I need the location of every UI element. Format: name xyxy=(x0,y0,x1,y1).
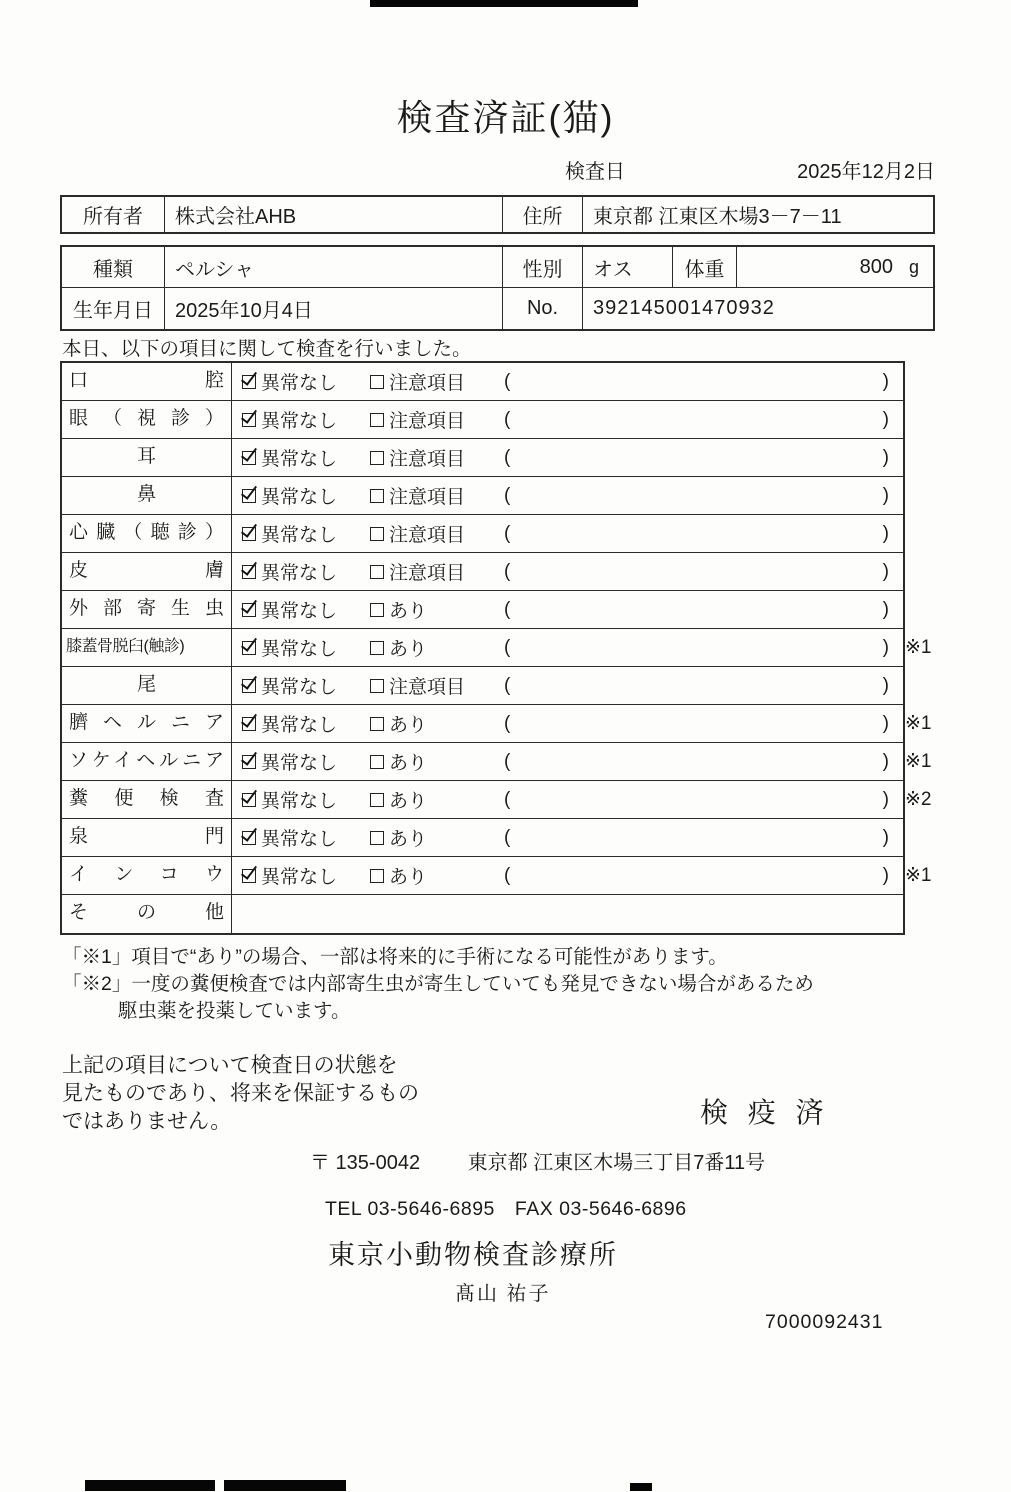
checked-checkbox-icon[interactable] xyxy=(242,641,256,655)
footer-address-row xyxy=(310,1146,765,1175)
option-label: あり xyxy=(389,867,428,888)
footnote-mark: ※1 xyxy=(905,713,932,734)
detail-parentheses xyxy=(504,713,889,735)
postal-code: 〒 135-0042 xyxy=(310,1152,421,1174)
exam-options-cell xyxy=(232,591,903,628)
open-paren: ( xyxy=(504,484,511,506)
close-paren: ) xyxy=(882,750,889,772)
exam-row xyxy=(62,667,903,705)
clinic-name: 東京小動物検査診療所 xyxy=(328,1240,618,1270)
option-flagged xyxy=(370,672,504,699)
detail-parentheses xyxy=(504,599,889,621)
option-flagged xyxy=(370,482,504,509)
detail-parentheses xyxy=(504,447,889,469)
open-paren: ( xyxy=(504,560,511,582)
exam-options-cell xyxy=(232,553,903,590)
open-paren: ( xyxy=(504,864,511,886)
option-label: 異常なし xyxy=(261,791,338,812)
disclaimer-line-3: ではありません。 xyxy=(62,1110,232,1133)
option-flagged xyxy=(370,444,504,471)
pet-row-1 xyxy=(62,247,933,288)
checkbox-icon[interactable] xyxy=(370,679,384,693)
checkbox-icon[interactable] xyxy=(370,375,384,389)
open-paren: ( xyxy=(504,712,511,734)
option-flagged xyxy=(370,824,504,851)
checkbox-icon[interactable] xyxy=(370,527,384,541)
no-label: No. xyxy=(503,288,583,329)
close-paren: ) xyxy=(882,484,889,506)
checked-checkbox-icon[interactable] xyxy=(242,413,256,427)
exam-item-label: ソケイヘルニア xyxy=(62,743,232,780)
exam-item-label: その他 xyxy=(62,895,232,933)
checkbox-icon[interactable] xyxy=(370,755,384,769)
exam-options-cell xyxy=(232,667,903,704)
open-paren: ( xyxy=(504,522,511,544)
exam-item-label: 口腔 xyxy=(62,363,232,400)
footnote-mark: ※1 xyxy=(905,637,932,658)
disclaimer-line-1: 上記の項目について検査日の状態を xyxy=(62,1054,398,1077)
open-paren: ( xyxy=(504,788,511,810)
option-label: 異常なし xyxy=(261,411,338,432)
exam-options-cell xyxy=(232,515,903,552)
exam-row xyxy=(62,401,903,439)
open-paren: ( xyxy=(504,446,511,468)
option-flagged xyxy=(370,596,504,623)
pet-row-2 xyxy=(62,288,933,329)
close-paren: ) xyxy=(882,598,889,620)
tel-fax-line: TEL 03-5646-6895 FAX 03-5646-6896 xyxy=(325,1198,687,1220)
open-paren: ( xyxy=(504,826,511,848)
inspection-date-value: 2025年12月2日 xyxy=(797,161,935,183)
close-paren: ) xyxy=(882,636,889,658)
inspection-date-label: 検査日 xyxy=(565,161,625,183)
street-address: 東京都 江東区木場三丁目7番11号 xyxy=(467,1152,766,1174)
option-label: 注意項目 xyxy=(389,411,466,432)
detail-parentheses xyxy=(504,827,889,849)
option-label: あり xyxy=(389,753,428,774)
scan-artifact-top xyxy=(370,0,638,7)
footnote-2-continued: 駆虫薬を投薬しています。 xyxy=(118,1000,351,1022)
weight-value: 800 xyxy=(859,255,893,278)
exam-item-label: 眼（視診） xyxy=(62,401,232,438)
option-flagged xyxy=(370,634,504,661)
checked-checkbox-icon[interactable] xyxy=(242,527,256,541)
owner-value: 株式会社AHB xyxy=(165,197,503,232)
option-no-abnormality xyxy=(242,406,370,433)
weight-value-cell xyxy=(737,247,933,287)
exam-item-label: 皮膚 xyxy=(62,553,232,590)
checked-checkbox-icon[interactable] xyxy=(242,565,256,579)
owner-table xyxy=(60,195,935,234)
weight-unit: g xyxy=(908,256,919,277)
checked-checkbox-icon[interactable] xyxy=(242,603,256,617)
close-paren: ) xyxy=(882,408,889,430)
option-no-abnormality xyxy=(242,558,370,585)
exam-item-label: 臍ヘルニア xyxy=(62,705,232,742)
option-flagged xyxy=(370,406,504,433)
option-label: 異常なし xyxy=(261,677,338,698)
close-paren: ) xyxy=(882,522,889,544)
address-value: 東京都 江東区木場3－7－11 xyxy=(593,206,842,228)
checkbox-icon[interactable] xyxy=(370,869,384,883)
exam-row xyxy=(62,781,932,819)
option-no-abnormality xyxy=(242,824,370,851)
option-label: 異常なし xyxy=(261,449,338,470)
option-label: あり xyxy=(389,715,428,736)
scan-artifact-bottom-3 xyxy=(630,1483,652,1491)
option-flagged xyxy=(370,520,504,547)
address-label: 住所 xyxy=(503,197,583,232)
option-label: あり xyxy=(389,601,428,622)
exam-item-label: 泉門 xyxy=(62,819,232,856)
close-paren: ) xyxy=(882,370,889,392)
serial-number: 7000092431 xyxy=(765,1311,884,1333)
close-paren: ) xyxy=(882,674,889,696)
open-paren: ( xyxy=(504,408,511,430)
exam-row xyxy=(62,857,932,895)
footnote-mark: ※1 xyxy=(905,865,932,886)
checked-checkbox-icon[interactable] xyxy=(242,793,256,807)
exam-row xyxy=(62,477,903,515)
exam-item-label: 心臓（聴診） xyxy=(62,515,232,552)
exam-item-label: 糞便検査 xyxy=(62,781,232,818)
option-flagged xyxy=(370,558,504,585)
exam-item-label: 外部寄生虫 xyxy=(62,591,232,628)
breed-label: 種類 xyxy=(62,247,165,287)
inspection-date-row xyxy=(565,155,935,184)
option-label: 異常なし xyxy=(261,753,338,774)
option-label: 異常なし xyxy=(261,373,338,394)
owner-row xyxy=(62,197,933,232)
exam-item-label: 耳 xyxy=(62,439,232,476)
exam-options-cell xyxy=(232,819,903,856)
option-label: 注意項目 xyxy=(389,373,466,394)
exam-row xyxy=(62,743,932,781)
option-no-abnormality xyxy=(242,672,370,699)
exam-options-cell xyxy=(232,781,903,818)
option-no-abnormality xyxy=(242,596,370,623)
detail-parentheses xyxy=(504,865,889,887)
checkbox-icon[interactable] xyxy=(370,793,384,807)
close-paren: ) xyxy=(882,712,889,734)
checked-checkbox-icon[interactable] xyxy=(242,375,256,389)
detail-parentheses xyxy=(504,371,889,393)
exam-options-cell xyxy=(232,363,903,400)
option-label: あり xyxy=(389,829,428,850)
option-label: 異常なし xyxy=(261,525,338,546)
document-title: 検査済証(猫) xyxy=(396,97,615,138)
option-flagged xyxy=(370,368,504,395)
exam-options-cell xyxy=(232,629,903,666)
footnote-1: 「※1」項目で“あり”の場合、一部は将来的に手術になる可能性があります。 xyxy=(62,946,728,968)
detail-parentheses xyxy=(504,485,889,507)
exam-row xyxy=(62,895,903,933)
exam-row xyxy=(62,591,903,629)
exam-row xyxy=(62,363,903,401)
open-paren: ( xyxy=(504,370,511,392)
option-no-abnormality xyxy=(242,482,370,509)
breed-value: ペルシャ xyxy=(165,247,503,287)
option-label: 注意項目 xyxy=(389,487,466,508)
footnote-2: 「※2」一度の糞便検査では内部寄生虫が寄生していても発見できない場合があるため xyxy=(62,973,814,995)
checked-checkbox-icon[interactable] xyxy=(242,679,256,693)
close-paren: ) xyxy=(882,864,889,886)
open-paren: ( xyxy=(504,636,511,658)
scan-artifact-bottom-2 xyxy=(224,1480,346,1491)
veterinarian-name: 髙山 祐子 xyxy=(455,1283,551,1305)
detail-parentheses xyxy=(504,561,889,583)
detail-parentheses xyxy=(504,409,889,431)
exam-options-cell xyxy=(232,477,903,514)
detail-parentheses xyxy=(504,751,889,773)
checkbox-icon[interactable] xyxy=(370,831,384,845)
option-label: 注意項目 xyxy=(389,677,466,698)
option-no-abnormality xyxy=(242,520,370,547)
exam-options-cell xyxy=(232,439,903,476)
detail-parentheses xyxy=(504,675,889,697)
option-label: 異常なし xyxy=(261,829,338,850)
exam-row xyxy=(62,553,903,591)
disclaimer-line-2: 見たものであり、将来を保証するもの xyxy=(62,1082,419,1105)
option-label: 異常なし xyxy=(261,487,338,508)
detail-parentheses xyxy=(504,523,889,545)
scan-artifact-bottom-1 xyxy=(85,1480,215,1491)
sex-label: 性別 xyxy=(503,247,583,287)
checked-checkbox-icon[interactable] xyxy=(242,717,256,731)
exam-table xyxy=(60,361,932,935)
exam-empty-cell xyxy=(232,895,903,933)
option-label: 異常なし xyxy=(261,639,338,660)
option-label: 注意項目 xyxy=(389,449,466,470)
option-no-abnormality xyxy=(242,444,370,471)
open-paren: ( xyxy=(504,750,511,772)
exam-item-label: 鼻 xyxy=(62,477,232,514)
close-paren: ) xyxy=(882,788,889,810)
checkbox-icon[interactable] xyxy=(370,413,384,427)
option-no-abnormality xyxy=(242,786,370,813)
option-no-abnormality xyxy=(242,634,370,661)
checkbox-icon[interactable] xyxy=(370,717,384,731)
open-paren: ( xyxy=(504,598,511,620)
birthdate-label: 生年月日 xyxy=(62,288,165,329)
checkbox-icon[interactable] xyxy=(370,565,384,579)
option-label: 異常なし xyxy=(261,715,338,736)
option-label: 異常なし xyxy=(261,601,338,622)
checked-checkbox-icon[interactable] xyxy=(242,869,256,883)
exam-options-cell xyxy=(232,401,903,438)
option-flagged xyxy=(370,710,504,737)
exam-row xyxy=(62,439,903,477)
checked-checkbox-icon[interactable] xyxy=(242,755,256,769)
exam-row xyxy=(62,819,903,857)
checkbox-icon[interactable] xyxy=(370,641,384,655)
exam-row xyxy=(62,515,903,553)
option-label: 注意項目 xyxy=(389,525,466,546)
exam-options-cell xyxy=(232,857,903,894)
birthdate-value: 2025年10月4日 xyxy=(165,288,503,329)
option-flagged xyxy=(370,862,504,889)
footnote-mark: ※2 xyxy=(905,789,932,810)
option-label: 異常なし xyxy=(261,563,338,584)
owner-label: 所有者 xyxy=(62,197,165,232)
exam-row xyxy=(62,629,932,667)
detail-parentheses xyxy=(504,789,889,811)
exam-row xyxy=(62,705,932,743)
exam-options-cell xyxy=(232,705,903,742)
option-no-abnormality xyxy=(242,748,370,775)
intro-text: 本日、以下の項目に関して検査を行いました。 xyxy=(62,338,472,360)
exam-item-label: インコウ xyxy=(62,857,232,894)
option-no-abnormality xyxy=(242,368,370,395)
detail-parentheses xyxy=(504,637,889,659)
pet-info-table xyxy=(60,245,935,331)
close-paren: ) xyxy=(882,446,889,468)
option-flagged xyxy=(370,748,504,775)
certificate-number: 392145001470932 xyxy=(593,297,775,319)
sex-value: オス xyxy=(583,247,673,287)
checked-checkbox-icon[interactable] xyxy=(242,831,256,845)
checked-checkbox-icon[interactable] xyxy=(242,489,256,503)
checked-checkbox-icon[interactable] xyxy=(242,451,256,465)
option-no-abnormality xyxy=(242,710,370,737)
weight-label: 体重 xyxy=(673,247,737,287)
checkbox-icon[interactable] xyxy=(370,451,384,465)
option-label: 注意項目 xyxy=(389,563,466,584)
exam-item-label: 膝蓋骨脱臼(触診) xyxy=(62,629,232,666)
footnote-mark: ※1 xyxy=(905,751,932,772)
open-paren: ( xyxy=(504,674,511,696)
option-no-abnormality xyxy=(242,862,370,889)
exam-item-label: 尾 xyxy=(62,667,232,704)
checkbox-icon[interactable] xyxy=(370,603,384,617)
option-flagged xyxy=(370,786,504,813)
close-paren: ) xyxy=(882,826,889,848)
checkbox-icon[interactable] xyxy=(370,489,384,503)
option-label: あり xyxy=(389,791,428,812)
close-paren: ) xyxy=(882,560,889,582)
quarantine-passed-stamp: 検 疫 済 xyxy=(700,1097,830,1128)
option-label: 異常なし xyxy=(261,867,338,888)
option-label: あり xyxy=(389,639,428,660)
footnotes xyxy=(62,944,814,1025)
exam-options-cell xyxy=(232,743,903,780)
disclaimer-text xyxy=(62,1052,419,1136)
